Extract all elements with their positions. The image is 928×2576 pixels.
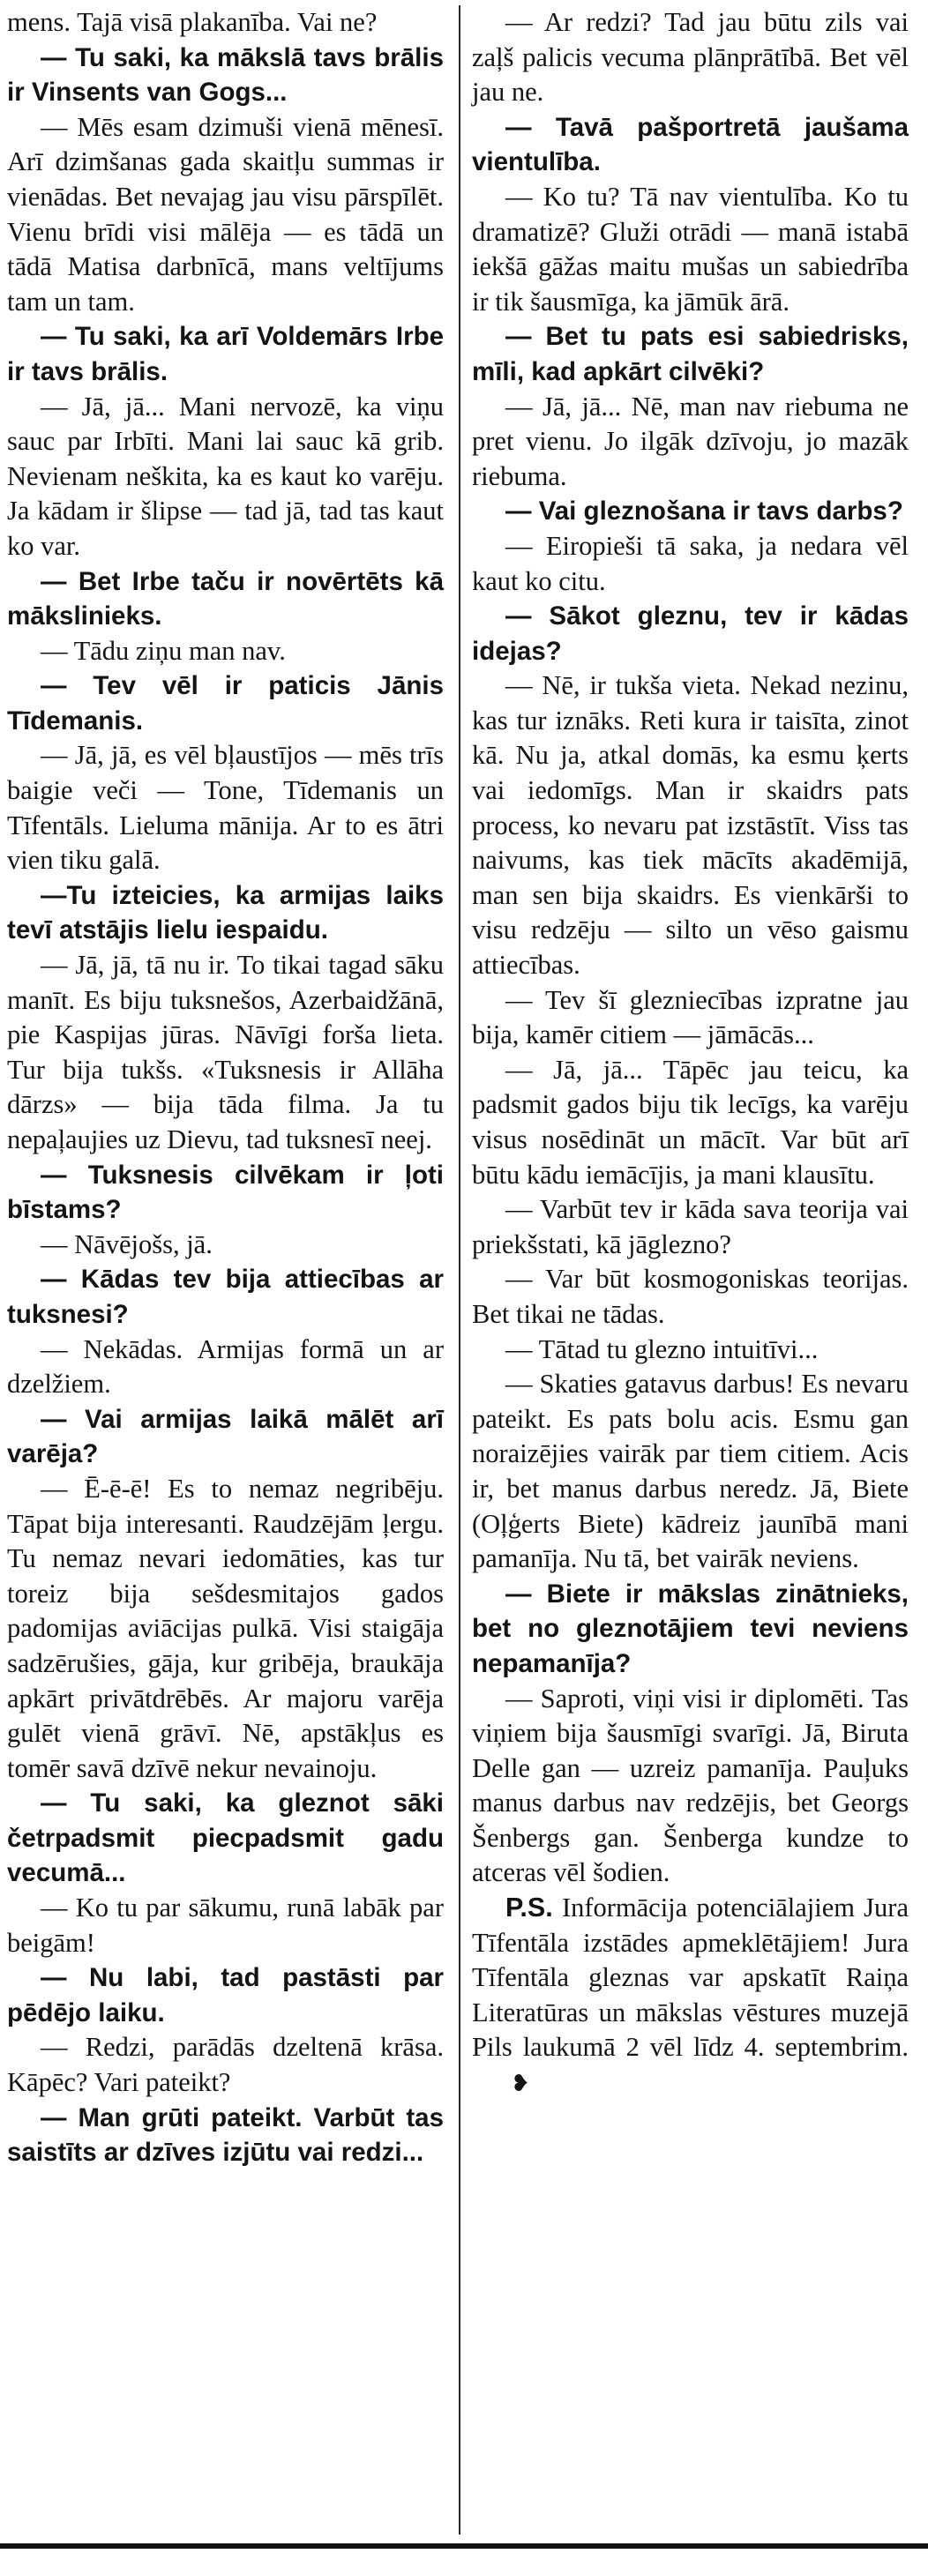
interview-answer: — Jā, jā... Mani nervozē, ka viņu sauc par Irbīti. Mani lai sauc kā grib. Nevienam neškita, ka es kaut ko varēju. Ja kādam ir šlipse — tad jā, tad tas kaut ko var. <box>7 391 444 561</box>
interview-answer: — Ko tu par sākumu, runā labāk par beigām! <box>7 1893 444 1958</box>
bottom-rule <box>0 2543 928 2549</box>
interview-answer: — Nāvējošs, jā. <box>41 1228 213 1259</box>
interview-question: — Vai gleznošana ir tavs darbs? <box>505 497 903 526</box>
interview-question: — Sākot gleznu, tev ir kādas idejas? <box>472 601 909 666</box>
interview-answer: — Varbūt tev ir kāda sava teorija vai priekšstati, kā jāglezno? <box>472 1194 909 1259</box>
interview-answer: — Mēs esam dzimuši vienā mēnesī. Arī dzimšanas gada skaitļu summas ir vienādas. Bet nevajag jau visu pārspīlēt. Vienu brīdi visi mālēja — es tādā un tādā Matisa darbnīcā, mans veltījums tam un tam. <box>7 111 444 317</box>
interview-answer: — Var būt kosmogoniskas teorijas. Bet tikai ne tādas. <box>472 1264 909 1329</box>
column-divider <box>459 5 460 2535</box>
interview-question: — Biete ir mākslas zinātnieks, bet no gleznotājiem tevi neviens nepamanīja? <box>472 1579 909 1678</box>
interview-question: — Vai armijas laikā mālēt arī varēja? <box>7 1404 444 1469</box>
postscript <box>472 1891 909 2102</box>
postscript-label: P.S. <box>505 1893 553 1923</box>
interview-answer: — Jā, jā, tā nu ir. To tikai tagad sāku manīt. Es biju tuksnešos, Azerbaidžānā, pie Kaspijas jūras. Nāvīgi forša lieta. Tur bija tukšs. «Tuksnesis ir Allāha dārzs» — bija tāda filma. Ja tu nepaļaujies uz Dievu, tad tuksnesī neej. <box>7 950 444 1154</box>
interview-answer: — Jā, jā, es vēl bļaustījos — mēs trīs baigie veči — Tone, Tīdemanis un Tīfentāls. Lieluma mānija. Ar to es ātri vien tiku galā. <box>7 740 444 876</box>
interview-answer: — Saproti, viņi visi ir diplomēti. Tas viņiem bija šausmīgi svarīgi. Jā, Biruta Delle gan — uzreiz pamanīja. Pauļuks manus darbus nav redzējis, bet Georgs Šenbergs gan. Šenberga kundze to atceras vēl šodien. <box>472 1683 909 1888</box>
interview-answer: — Tādu ziņu man nav. <box>41 635 286 666</box>
interview-answer: — Jā, jā... Nē, man nav riebuma ne pret vienu. Jo ilgāk dzīvoju, jo mazāk riebuma. <box>472 391 909 491</box>
interview-question: — Bet tu pats esi sabiedrisks, mīli, kad apkārt cilvēki? <box>472 322 909 386</box>
interview-question: — Nu labi, tad pastāsti par pēdējo laiku. <box>7 1963 444 2027</box>
column-left <box>7 5 444 2170</box>
interview-answer: mens. Tajā visā plakanība. Vai ne? <box>7 7 378 37</box>
interview-answer: — Ar redzi? Tad jau būtu zils vai zaļš palicis vecuma plānprātībā. Bet vēl jau ne. <box>472 7 909 108</box>
interview-answer: — Tātad tu glezno intuitīvi... <box>505 1333 819 1364</box>
interview-answer: — Tev šī glezniecības izpratne jau bija, kamēr citiem — jāmācās... <box>472 984 909 1050</box>
interview-question: — Kādas tev bija attiecības ar tuksnesi? <box>7 1265 444 1329</box>
interview-question: — Bet Irbe taču ir novērtēts kā mākslinieks. <box>7 566 444 631</box>
interview-question: —Tu izteicies, ka armijas laiks tevī atstājis lielu iespaidu. <box>7 880 444 945</box>
interview-answer: — Redzi, parādās dzeltenā krāsa. Kāpēc? Vari pateikt? <box>7 2032 444 2098</box>
interview-answer: — Ē-ē-ē! Es to nemaz negribēju. Tāpat bija interesanti. Raudzējām ļergu. Tu nemaz nevari iedomāties, kas tur toreiz bija sešdesmitajos gados padomijas aviācijas pulkā. Visi staigāja sadzērušies, gāja, kur gribēja, braukāja apkārt privātdrēbēs. Ar majoru varēja gulēt vienā grāvī. Nē, apstākļus es tomēr savā dzīvē nekur nevainoju. <box>7 1473 444 1783</box>
interview-answer: — Eiropieši tā saka, ja nedara vēl kaut ko citu. <box>472 530 909 596</box>
interview-question: — Man grūti pateikt. Varbūt tas saistīts ar dzīves izjūtu vai redzi... <box>7 2102 444 2168</box>
interview-answer: — Skaties gatavus darbus! Es nevaru pateikt. Es pats bolu acis. Esmu gan noraizējies vairāk par tiem citiem. Acis ir, bet manus darbus neredz. Jā, Biete (Oļģerts Biete) kādreiz jaunībā mani pamanīja. Nu tā, bet vairāk neviens. <box>472 1369 909 1574</box>
interview-answer: — Ko tu? Tā nav vientulība. Ko tu dramatizē? Gluži otrādi — manā istabā iekšā gāžas maitu mušas un sabiedrība ir tik šausmīga, ka jāmūk ārā. <box>472 181 909 317</box>
end-of-article-icon: ❥ <box>511 2071 530 2097</box>
interview-answer: — Nekādas. Armijas formā un ar dzelžiem. <box>7 1333 444 1400</box>
interview-question: — Tu saki, ka arī Voldemārs Irbe ir tavs brālis. <box>7 322 444 386</box>
interview-answer: — Nē, ir tukša vieta. Nekad nezinu, kas tur iznāks. Reti kura ir taisīta, zinot kā. Nu ja, atkal domās, ka esmu ķerts vai iedomīgs. Man ir skaidrs pats process, ko nevaru pat izstāstīt. Viss tas naivums, kas tiek mācīts akadēmijā, man sen bija skaidrs. Es vienkārši to visu redzēju — silto un vēso gaismu attiecības. <box>472 670 909 981</box>
interview-question: — Tu saki, ka mākslā tavs brālis ir Vinsents van Gogs... <box>7 42 444 108</box>
interview-question: — Tu saki, ka gleznot sāki četrpadsmit piecpadsmit gadu vecumā... <box>7 1788 444 1888</box>
interview-question: — Tavā pašportretā jaušama vientulība. <box>472 112 909 177</box>
interview-question: — Tev vēl ir paticis Jānis Tīdemanis. <box>7 671 444 735</box>
interview-question: — Tuksnesis cilvēkam ir ļoti bīstams? <box>7 1160 444 1225</box>
postscript-text: Informācija potenciālajiem Jura Tīfentāla izstādes apmeklētājiem! Jura Tīfentāla gleznas var apskatīt Raiņa Literatūras un mākslas vēstures muzejā Pils laukumā 2 vēl līdz 4. septembrim. <box>472 1893 909 2063</box>
interview-answer: — Jā, jā... Tāpēc jau teicu, ka padsmit gados biju tik lecīgs, ka varēju visus nosēdināt un mācīt. Var būt arī būtu kādu iemācījis, ja mani klausītu. <box>472 1054 909 1190</box>
column-right <box>472 5 909 2102</box>
